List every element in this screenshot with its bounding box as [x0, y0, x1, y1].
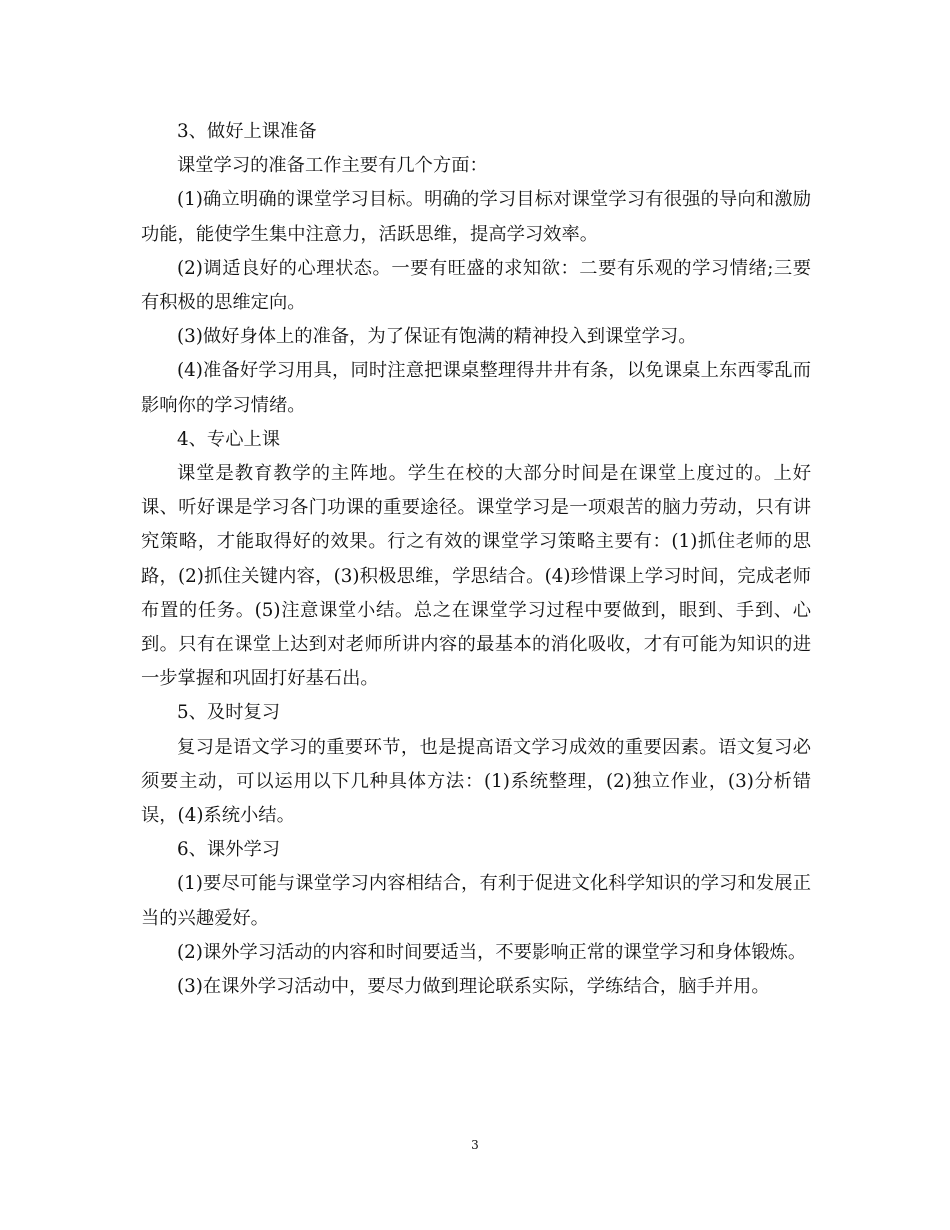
- section-heading-focus-in-class: 4、专心上课: [177, 428, 281, 450]
- paragraph-review-methods: 复习是语文学习的重要环节，也是提高语文学习成效的重要因素。语文复习必须要主动，可以运用以下几种具体方法：(1)系统整理，(2)独立作业，(3)分析错误，(4)系统小结。: [141, 736, 811, 827]
- paragraph-mental-state: (2)调适良好的心理状态。一要有旺盛的求知欲：二要有乐观的学习情绪;三要有积极的思维定向。: [141, 257, 811, 314]
- section-heading-timely-review: 5、及时复习: [177, 702, 281, 724]
- page-number: 3: [471, 1138, 479, 1152]
- paragraph-learning-goals: (1)确立明确的课堂学习目标。明确的学习目标对课堂学习有很强的导向和激励功能，能使学生集中注意力，活跃思维，提高学习效率。: [141, 189, 811, 245]
- paragraph-study-supplies: (4)准备好学习用具，同时注意把课桌整理得井井有条，以免课桌上东西零乱而影响你的学习情绪。: [141, 360, 811, 416]
- document-body: [141, 115, 811, 1004]
- paragraph-preparation-intro: 课堂学习的准备工作主要有几个方面：: [177, 155, 488, 177]
- paragraph-classroom-strategies: 课堂是教育教学的主阵地。学生在校的大部分时间是在课堂上度过的。上好课、听好课是学习各门功课的重要途径。课堂学习是一项艰苦的脑力劳动，只有讲究策略，才能取得好的效果。行之有效的课堂学习策略主要有：(1)抓住老师的思路，(2)抓住关键内容，(3)积极思维，学思结合。(4)珍惜课上学习时间，完成老师布置的任务。(5)注意课堂小结。总之在课堂学习过程中要做到，眼到、手到、心到。只有在课堂上达到对老师所讲内容的最基本的消化吸收，才有可能为知识的进一步掌握和巩固打好基石出。: [141, 463, 811, 690]
- paragraph-physical-preparation: (3)做好身体上的准备，为了保证有饱满的精神投入到课堂学习。: [177, 326, 697, 348]
- paragraph-extracurricular-1: (1)要尽可能与课堂学习内容相结合，有利于促进文化科学知识的学习和发展正当的兴趣爱好。: [141, 873, 811, 929]
- section-heading-class-preparation: 3、做好上课准备: [177, 121, 317, 142]
- paragraph-extracurricular-3: (3)在课外学习活动中，要尽力做到理论联系实际，学练结合，脑手并用。: [177, 976, 770, 998]
- paragraph-extracurricular-2: (2)课外学习活动的内容和时间要适当，不要影响正常的课堂学习和身体锻炼。: [177, 941, 807, 963]
- section-heading-extracurricular-learning: 6、课外学习: [177, 839, 281, 861]
